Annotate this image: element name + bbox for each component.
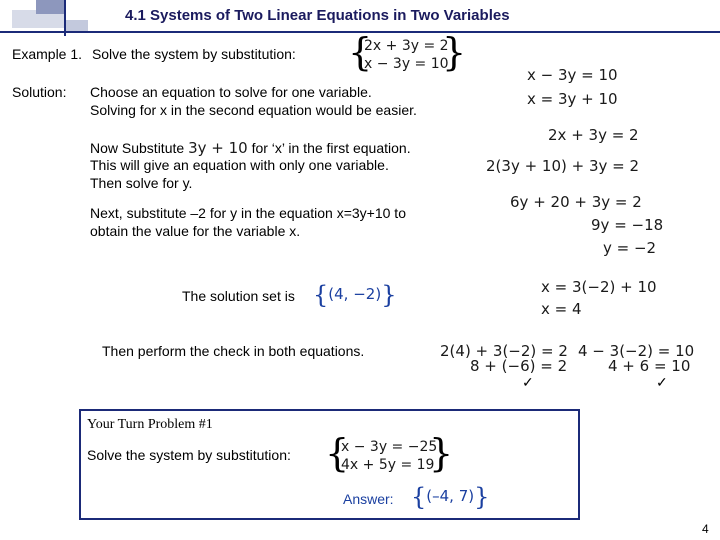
step3-line: Next, substitute –2 for y in the equation x=3y+10 to [90,205,406,221]
work-equation: x = 3y + 10 [527,90,618,108]
system-equation: 4x + 5y = 19 [341,457,435,473]
system-equation: 2x + 3y = 2 [364,38,449,54]
your-turn-system [325,431,454,477]
example-system [348,30,467,76]
solution-set-label: The solution set is [182,288,295,304]
work-equation: x − 3y = 10 [527,66,618,84]
step2-pre: Now Substitute [90,140,189,156]
step1-line: Choose an equation to solve for one variable. [90,84,372,100]
step2-post: for ‘x’ in the first equation. [247,140,411,156]
example-instruction: Solve the system by substitution: [91,46,296,62]
right-brace: } [381,281,397,309]
check-mark-icon: ✓ [656,374,668,390]
check-mark-icon: ✓ [522,374,534,390]
your-turn-title: Your Turn Problem #1 [87,417,213,432]
step2-line [90,139,411,157]
work-equation: y = −2 [603,239,657,257]
check-equation: 2(4) + 3(−2) = 2 [440,342,568,360]
left-brace: { [313,281,329,309]
left-brace: { [348,30,373,74]
page-title: 4.1 Systems of Two Linear Equations in Two Variables [125,7,510,24]
work-equation: x = 3(−2) + 10 [541,278,657,296]
step3-line: obtain the value for the variable x. [90,223,301,239]
step2-line: Then solve for y. [90,175,193,191]
header-decor-block [36,0,64,14]
step2-expression: 3y + 10 [188,139,248,157]
work-equation: 6y + 20 + 3y = 2 [510,193,642,211]
work-equation: 2x + 3y = 2 [548,126,639,144]
page-number: 4 [702,522,709,536]
work-equation: x = 4 [541,300,582,318]
system-equation: x − 3y = 10 [364,56,449,72]
step1-line: Solving for x in the second equation would be easier. [90,102,417,118]
right-brace: } [474,483,490,511]
check-instruction: Then perform the check in both equations. [102,343,365,359]
check-equation: 8 + (−6) = 2 [470,357,568,375]
answer-value: (–4, 7) [426,487,475,505]
example-number: Example 1. [12,46,83,62]
answer-set [411,483,489,511]
solution-set-value: (4, −2) [328,285,382,303]
step2-line: This will give an equation with only one variable. [90,157,389,173]
left-brace: { [411,483,427,511]
right-brace: } [442,30,467,74]
your-turn-box [79,409,580,520]
solution-set [313,281,396,309]
work-equation: 9y = −18 [591,216,664,234]
work-equation: 2(3y + 10) + 3y = 2 [486,157,640,175]
answer-label: Answer: [343,491,394,507]
left-brace: { [325,431,350,475]
solution-label: Solution: [12,84,67,100]
example-label [12,46,296,62]
check-equation: 4 + 6 = 10 [608,357,691,375]
check-equation: 4 − 3(−2) = 10 [578,342,695,360]
system-equation: x − 3y = −25 [341,439,438,455]
right-brace: } [429,431,454,475]
your-turn-instruction: Solve the system by substitution: [87,447,291,463]
